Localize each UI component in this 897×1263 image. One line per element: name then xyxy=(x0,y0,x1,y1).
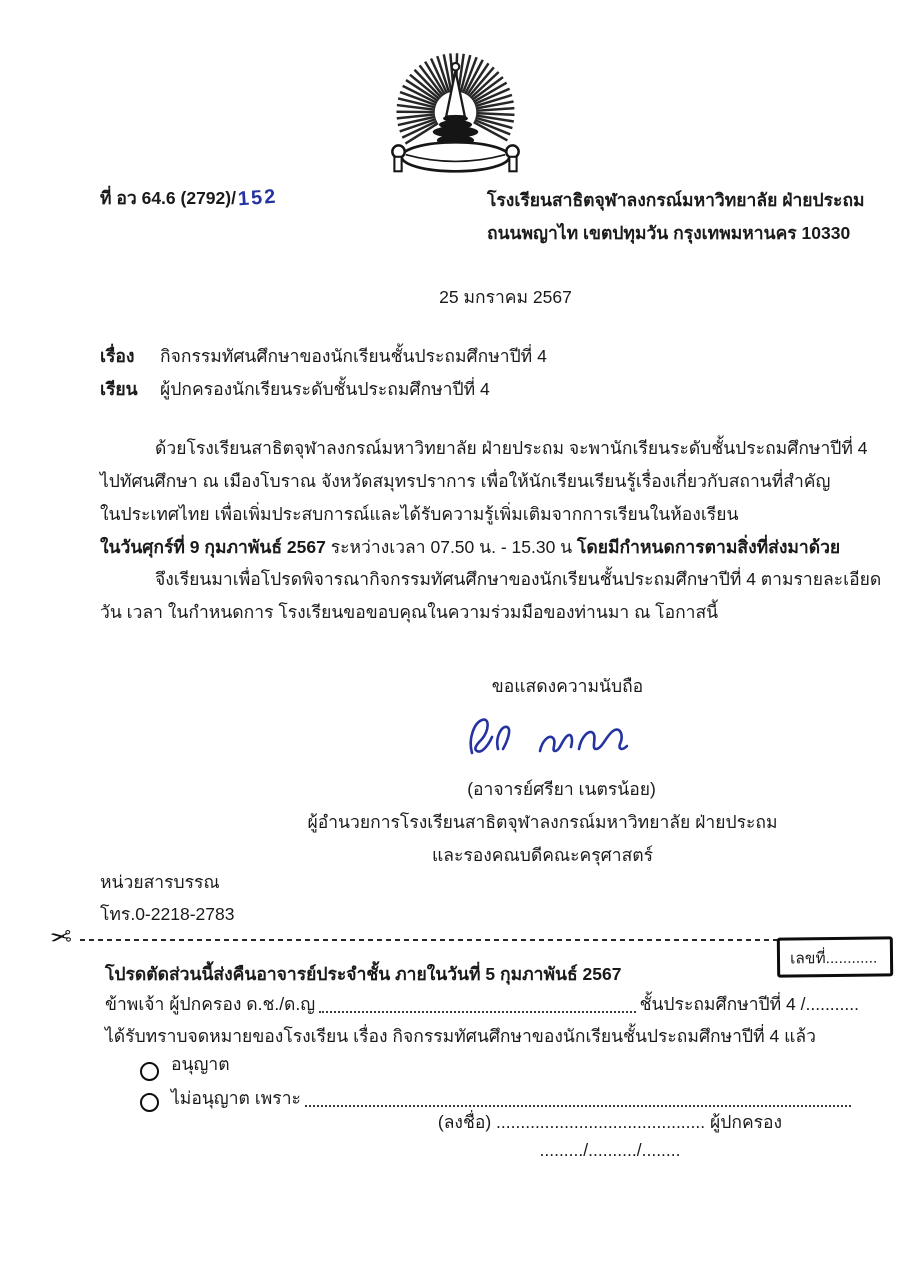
subject-text: กิจกรรมทัศนศึกษาของนักเรียนชั้นประถมศึกษาปีที่ 4 xyxy=(160,346,547,366)
signer-name: (อาจารย์ศรียา เนตรน้อย) xyxy=(467,779,656,799)
slip-date-dots: ........./........../........ xyxy=(539,1140,681,1160)
body-line: ไปทัศนศึกษา ณ เมืองโบราณ จังหวัดสมุทรปราการ เพื่อให้นักเรียนเรียนรู้เรื่องเกี่ยวกับสถานที่สำคัญ xyxy=(100,471,831,491)
option-allow-label: อนุญาต xyxy=(171,1054,230,1074)
document-number-handwritten: 152 xyxy=(237,185,279,211)
trip-time: ระหว่างเวลา 07.50 น. - 15.30 น xyxy=(325,537,577,557)
dotted-fill-reason xyxy=(305,1105,851,1107)
phone: โทร.0-2218-2783 xyxy=(100,904,235,924)
body-line xyxy=(100,531,841,564)
to-text: ผู้ปกครองนักเรียนระดับชั้นประถมศึกษาปีที่ 4 xyxy=(160,379,490,399)
option-deny-label: ไม่อนุญาต เพราะ xyxy=(171,1088,301,1108)
document-number xyxy=(100,184,277,212)
letter-date: 25 มกราคม 2567 xyxy=(439,287,572,307)
signer-title-2: และรองคณบดีคณะครุศาสตร์ xyxy=(431,845,654,865)
school-street: ถนนพญาไท เขตปทุมวัน กรุงเทพมหานคร 10330 xyxy=(487,223,851,243)
cut-dashed-line xyxy=(80,939,845,941)
to-row xyxy=(100,373,820,406)
school-address xyxy=(487,184,865,250)
dotted-fill-name xyxy=(319,1011,635,1013)
option-allow-row xyxy=(140,1048,440,1081)
slip-parent-name-line xyxy=(105,988,859,1018)
slip-acknowledge-line: ได้รับทราบจดหมายของโรงเรียน เรื่อง กิจกรรมทัศนศึกษาของนักเรียนชั้นประถมศึกษาปีที่ 4 แล้ว xyxy=(105,1026,816,1046)
schedule-note-bold: โดยมีกำหนดการตามสิ่งที่ส่งมาด้วย xyxy=(577,537,841,557)
number-box-label: เลขที่............ xyxy=(789,949,878,967)
subject-label: เรื่อง xyxy=(100,346,135,366)
school-name: โรงเรียนสาธิตจุฬาลงกรณ์มหาวิทยาลัย ฝ่ายประถม xyxy=(487,190,865,210)
slip-instruction: โปรดตัดส่วนนี้ส่งคืนอาจารย์ประจำชั้น ภายในวันที่ 5 กุมภาพันธ์ 2567 xyxy=(105,964,622,984)
body-line: จึงเรียนมาเพื่อโปรดพิจารณากิจกรรมทัศนศึกษาของนักเรียนชั้นประถมศึกษาปีที่ 4 ตามรายละเอียด xyxy=(155,569,882,589)
slip-sign-line: (ลงชื่อ) ........................................... ผู้ปกครอง xyxy=(437,1112,783,1132)
radio-allow xyxy=(140,1062,159,1081)
trip-date-bold: ในวันศุกร์ที่ 9 กุมภาพันธ์ 2567 xyxy=(100,537,326,557)
scissors-icon: ✂ xyxy=(48,920,74,954)
chula-emblem-logo xyxy=(383,52,528,187)
slip-line1-prefix: ข้าพเจ้า ผู้ปกครอง ด.ช./ด.ญ xyxy=(105,994,316,1014)
document-number-printed: ที่ อว 64.6 (2792)/ xyxy=(100,188,236,208)
closing-phrase: ขอแสดงความนับถือ xyxy=(491,676,644,696)
body-paragraph-2 xyxy=(100,563,882,629)
slip-line1-suffix: ชั้นประถมศึกษาปีที่ 4 /........... xyxy=(639,994,859,1014)
body-line: ด้วยโรงเรียนสาธิตจุฬาลงกรณ์มหาวิทยาลัย ฝ่ายประถม จะพานักเรียนระดับชั้นประถมศึกษาปีที่ 4 xyxy=(155,438,868,458)
to-label: เรียน xyxy=(100,379,138,399)
subject-row xyxy=(100,340,820,373)
signature-handwriting xyxy=(462,708,652,770)
signer-title-1: ผู้อำนวยการโรงเรียนสาธิตจุฬาลงกรณ์มหาวิทยาลัย ฝ่ายประถม xyxy=(307,812,778,832)
department: หน่วยสารบรรณ xyxy=(100,872,220,892)
body-paragraph-1 xyxy=(100,432,868,564)
body-line: วัน เวลา ในกำหนดการ โรงเรียนขอขอบคุณในความร่วมมือของท่านมา ณ โอกาสนี้ xyxy=(100,602,719,622)
body-line: ในประเทศไทย เพื่อเพิ่มประสบการณ์และได้รับความรู้เพิ่มเติมจากการเรียนในห้องเรียน xyxy=(100,504,739,524)
radio-deny xyxy=(140,1093,159,1112)
number-box xyxy=(777,936,893,977)
